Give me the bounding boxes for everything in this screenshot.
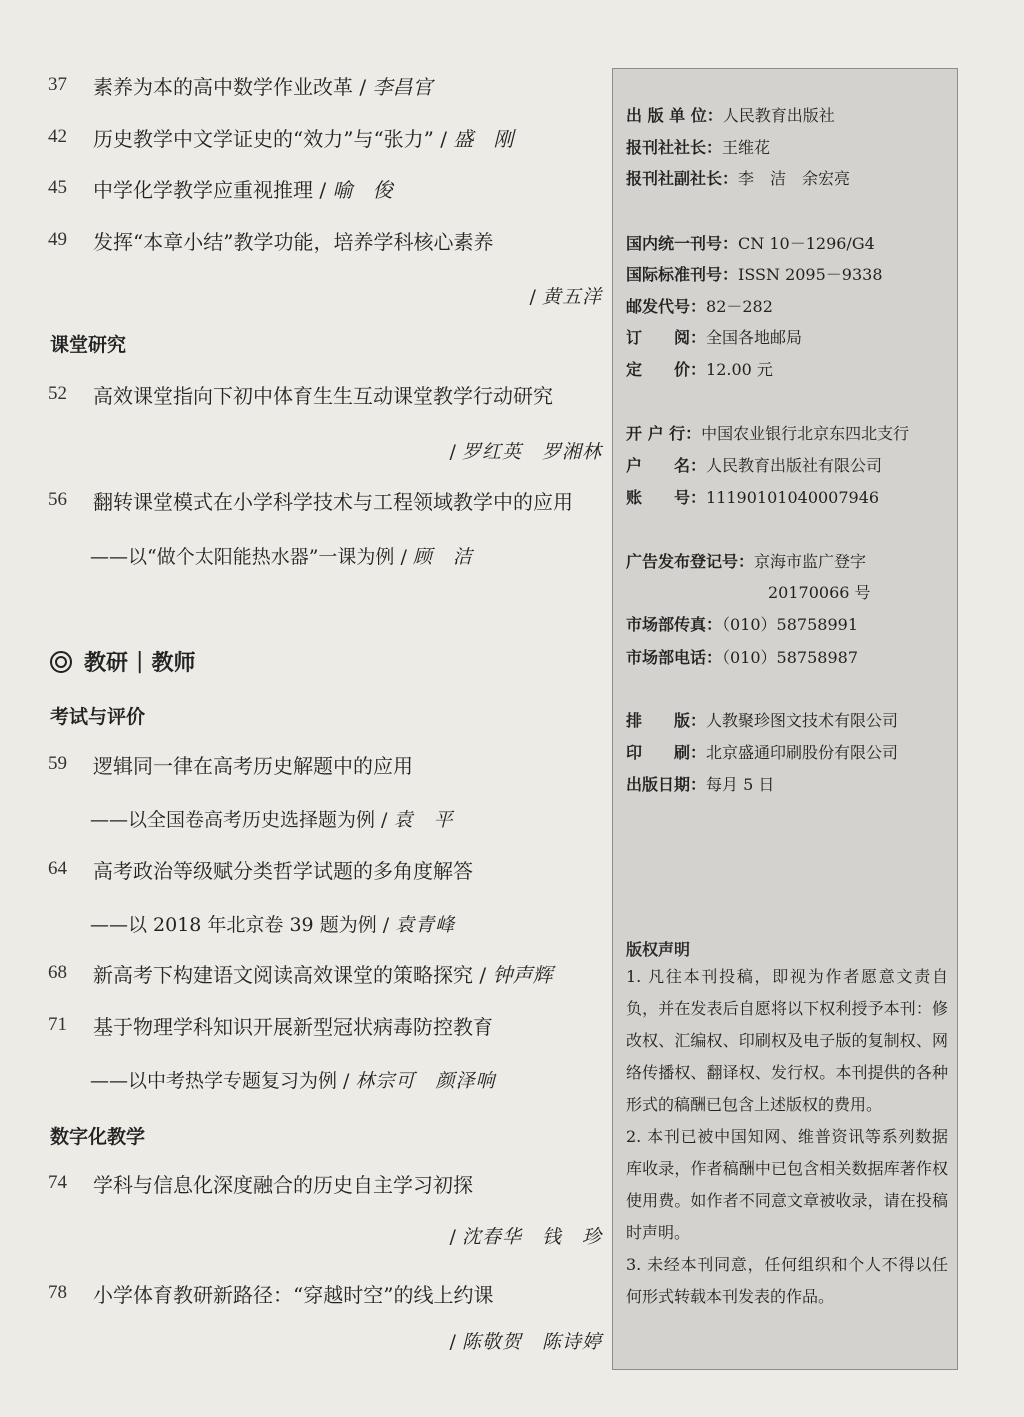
info-row: [626, 231, 875, 254]
info-row: [626, 645, 858, 668]
info-value: 11190101040007946: [706, 488, 880, 507]
article-author: 罗红英 罗湘林: [461, 441, 602, 463]
article-title: 历史教学中文学证史的“效力”与“张力” /: [93, 127, 454, 151]
info-value: CN 10－1296/G4: [738, 234, 875, 253]
info-row: [626, 166, 850, 189]
copyright-text: [626, 961, 948, 1313]
copyright-clause: 3. 未经本刊同意，任何组织和个人不得以任何形式转载本刊发表的作品。: [626, 1255, 948, 1306]
article-author: 黄五洋: [541, 286, 602, 308]
info-row: [626, 421, 909, 444]
info-row: [626, 708, 898, 731]
info-value: （010）58758991: [722, 615, 858, 634]
page-number: 45: [48, 177, 67, 198]
article-title: 高考政治等级赋分类哲学试题的多角度解答: [93, 859, 473, 883]
info-label: 排 版：: [626, 711, 707, 730]
info-label: 广告发布登记号：: [626, 552, 755, 571]
article-title: 学科与信息化深度融合的历史自主学习初探: [93, 1173, 473, 1197]
article-subtitle: /: [529, 286, 542, 308]
info-row: [626, 485, 879, 508]
article-author: 顾 洁: [412, 546, 473, 568]
article-author: 钟声辉: [492, 963, 553, 987]
article-title: 中学化学教学应重视推理 /: [93, 178, 333, 202]
article-author: 李昌官: [372, 75, 433, 99]
article-subtitle: /: [449, 1331, 462, 1353]
info-label: 户 名：: [626, 456, 707, 475]
section-separator: |: [136, 649, 144, 674]
copyright-clause: 2. 本刊已被中国知网、维普资讯等系列数据库收录，作者稿酬中已包含相关数据库著作权使用费。如作者不同意文章被收录，请在投稿时声明。: [626, 1127, 948, 1242]
article-subtitle: /: [449, 1226, 462, 1248]
info-row: [768, 580, 871, 603]
article-subtitle: ——以 2018 年北京卷 39 题为例 /: [90, 914, 396, 936]
section-heading: [50, 646, 195, 677]
page-number: 68: [48, 962, 67, 983]
section-title-b: 教师: [151, 651, 196, 676]
info-value: 12.00 元: [706, 360, 773, 379]
category-heading: 数字化教学: [50, 1126, 146, 1148]
info-value: 每月 5 日: [706, 775, 775, 794]
article-title: 基于物理学科知识开展新型冠状病毒防控教育: [93, 1015, 493, 1039]
article-subtitle: ——以全国卷高考历史选择题为例 /: [90, 809, 394, 831]
info-value: 北京盛通印刷股份有限公司: [706, 743, 899, 762]
article-title: 发挥“本章小结”教学功能，培养学科核心素养: [93, 230, 494, 254]
page-number: 56: [48, 489, 67, 510]
info-row: [626, 740, 898, 763]
article-title: 素养为本的高中数学作业改革 /: [93, 75, 373, 99]
article-title: 新高考下构建语文阅读高效课堂的策略探究 /: [93, 963, 493, 987]
info-value: 82－282: [706, 297, 773, 316]
info-label: 报刊社社长：: [626, 138, 723, 157]
category-heading: 考试与评价: [50, 706, 146, 728]
info-label: 邮发代号：: [626, 297, 707, 316]
section-title-a: 教研: [84, 651, 129, 676]
info-value: 全国各地邮局: [706, 328, 803, 347]
info-label: 账 号：: [626, 488, 707, 507]
copyright-clause: 1. 凡往本刊投稿，即视为作者愿意文责自负，并在发表后自愿将以下权利授予本刊：修改权、汇编权、印刷权及电子版的复制权、网络传播权、翻译权、发行权。本刊提供的各种形式的稿酬已包含上述版权的费用。: [626, 967, 948, 1114]
article-author: 沈春华 钱 珍: [461, 1226, 602, 1248]
info-value: 20170066 号: [768, 583, 871, 602]
page-number: 59: [48, 753, 67, 774]
article-author: 陈敬贺 陈诗婷: [461, 1331, 602, 1353]
info-row: [626, 453, 882, 476]
page-number: 49: [48, 229, 67, 250]
info-label: 订 阅：: [626, 328, 707, 347]
info-row: [626, 772, 774, 795]
double-circle-icon: [50, 651, 72, 673]
info-row: [626, 325, 802, 348]
info-label: 开 户 行：: [626, 424, 702, 443]
info-label: 报刊社副社长：: [626, 169, 739, 188]
info-label: 出 版 单 位：: [626, 106, 723, 125]
article-author: 喻 俊: [332, 178, 393, 202]
article-subtitle: ——以中考热学专题复习为例 /: [90, 1070, 356, 1092]
publication-info-box: [612, 68, 958, 1370]
info-value: 李 洁 余宏亮: [738, 169, 851, 188]
info-row: [626, 612, 858, 635]
page-number: 64: [48, 858, 67, 879]
info-label: 市场部电话：: [626, 648, 723, 667]
info-label: 定 价：: [626, 360, 707, 379]
info-label: 国际标准刊号：: [626, 265, 739, 284]
info-value: 人教聚珍图文技术有限公司: [706, 711, 899, 730]
info-value: 人民教育出版社: [722, 106, 835, 125]
page-number: 71: [48, 1014, 67, 1035]
article-author: 袁青峰: [395, 914, 456, 936]
page-number: 52: [48, 383, 67, 404]
article-author: 盛 刚: [453, 127, 514, 151]
info-value: 中国农业银行北京东四北支行: [701, 424, 910, 443]
article-subtitle: /: [449, 441, 462, 463]
info-label: 国内统一刊号：: [626, 234, 739, 253]
article-title: 翻转课堂模式在小学科学技术与工程领域教学中的应用: [93, 490, 573, 514]
info-value: （010）58758987: [722, 648, 858, 667]
article-author: 林宗可 颜泽响: [355, 1070, 496, 1092]
article-title: 高效课堂指向下初中体育生生互动课堂教学行动研究: [93, 384, 553, 408]
copyright-heading: 版权声明: [626, 940, 691, 959]
info-label: 印 刷：: [626, 743, 707, 762]
info-row: [626, 103, 835, 126]
info-row: [626, 135, 770, 158]
page-number: 37: [48, 74, 67, 95]
info-label: 出版日期：: [626, 775, 707, 794]
category-heading: 课堂研究: [50, 334, 127, 356]
article-author: 袁 平: [393, 809, 454, 831]
info-value: 人民教育出版社有限公司: [706, 456, 883, 475]
article-subtitle: ——以“做个太阳能热水器”一课为例 /: [90, 546, 413, 568]
info-row: [626, 357, 773, 380]
info-value: 京海市监广登字: [754, 552, 867, 571]
page-number: 42: [48, 126, 67, 147]
info-row: [626, 262, 883, 285]
info-value: ISSN 2095－9338: [738, 265, 883, 284]
article-title: 逻辑同一律在高考历史解题中的应用: [93, 754, 413, 778]
page-number: 74: [48, 1172, 67, 1193]
info-row: [626, 294, 773, 317]
info-label: 市场部传真：: [626, 615, 723, 634]
page-number: 78: [48, 1282, 67, 1303]
article-title: 小学体育教研新路径：“穿越时空”的线上约课: [93, 1283, 494, 1307]
info-row: [626, 549, 866, 572]
info-value: 王维花: [722, 138, 771, 157]
